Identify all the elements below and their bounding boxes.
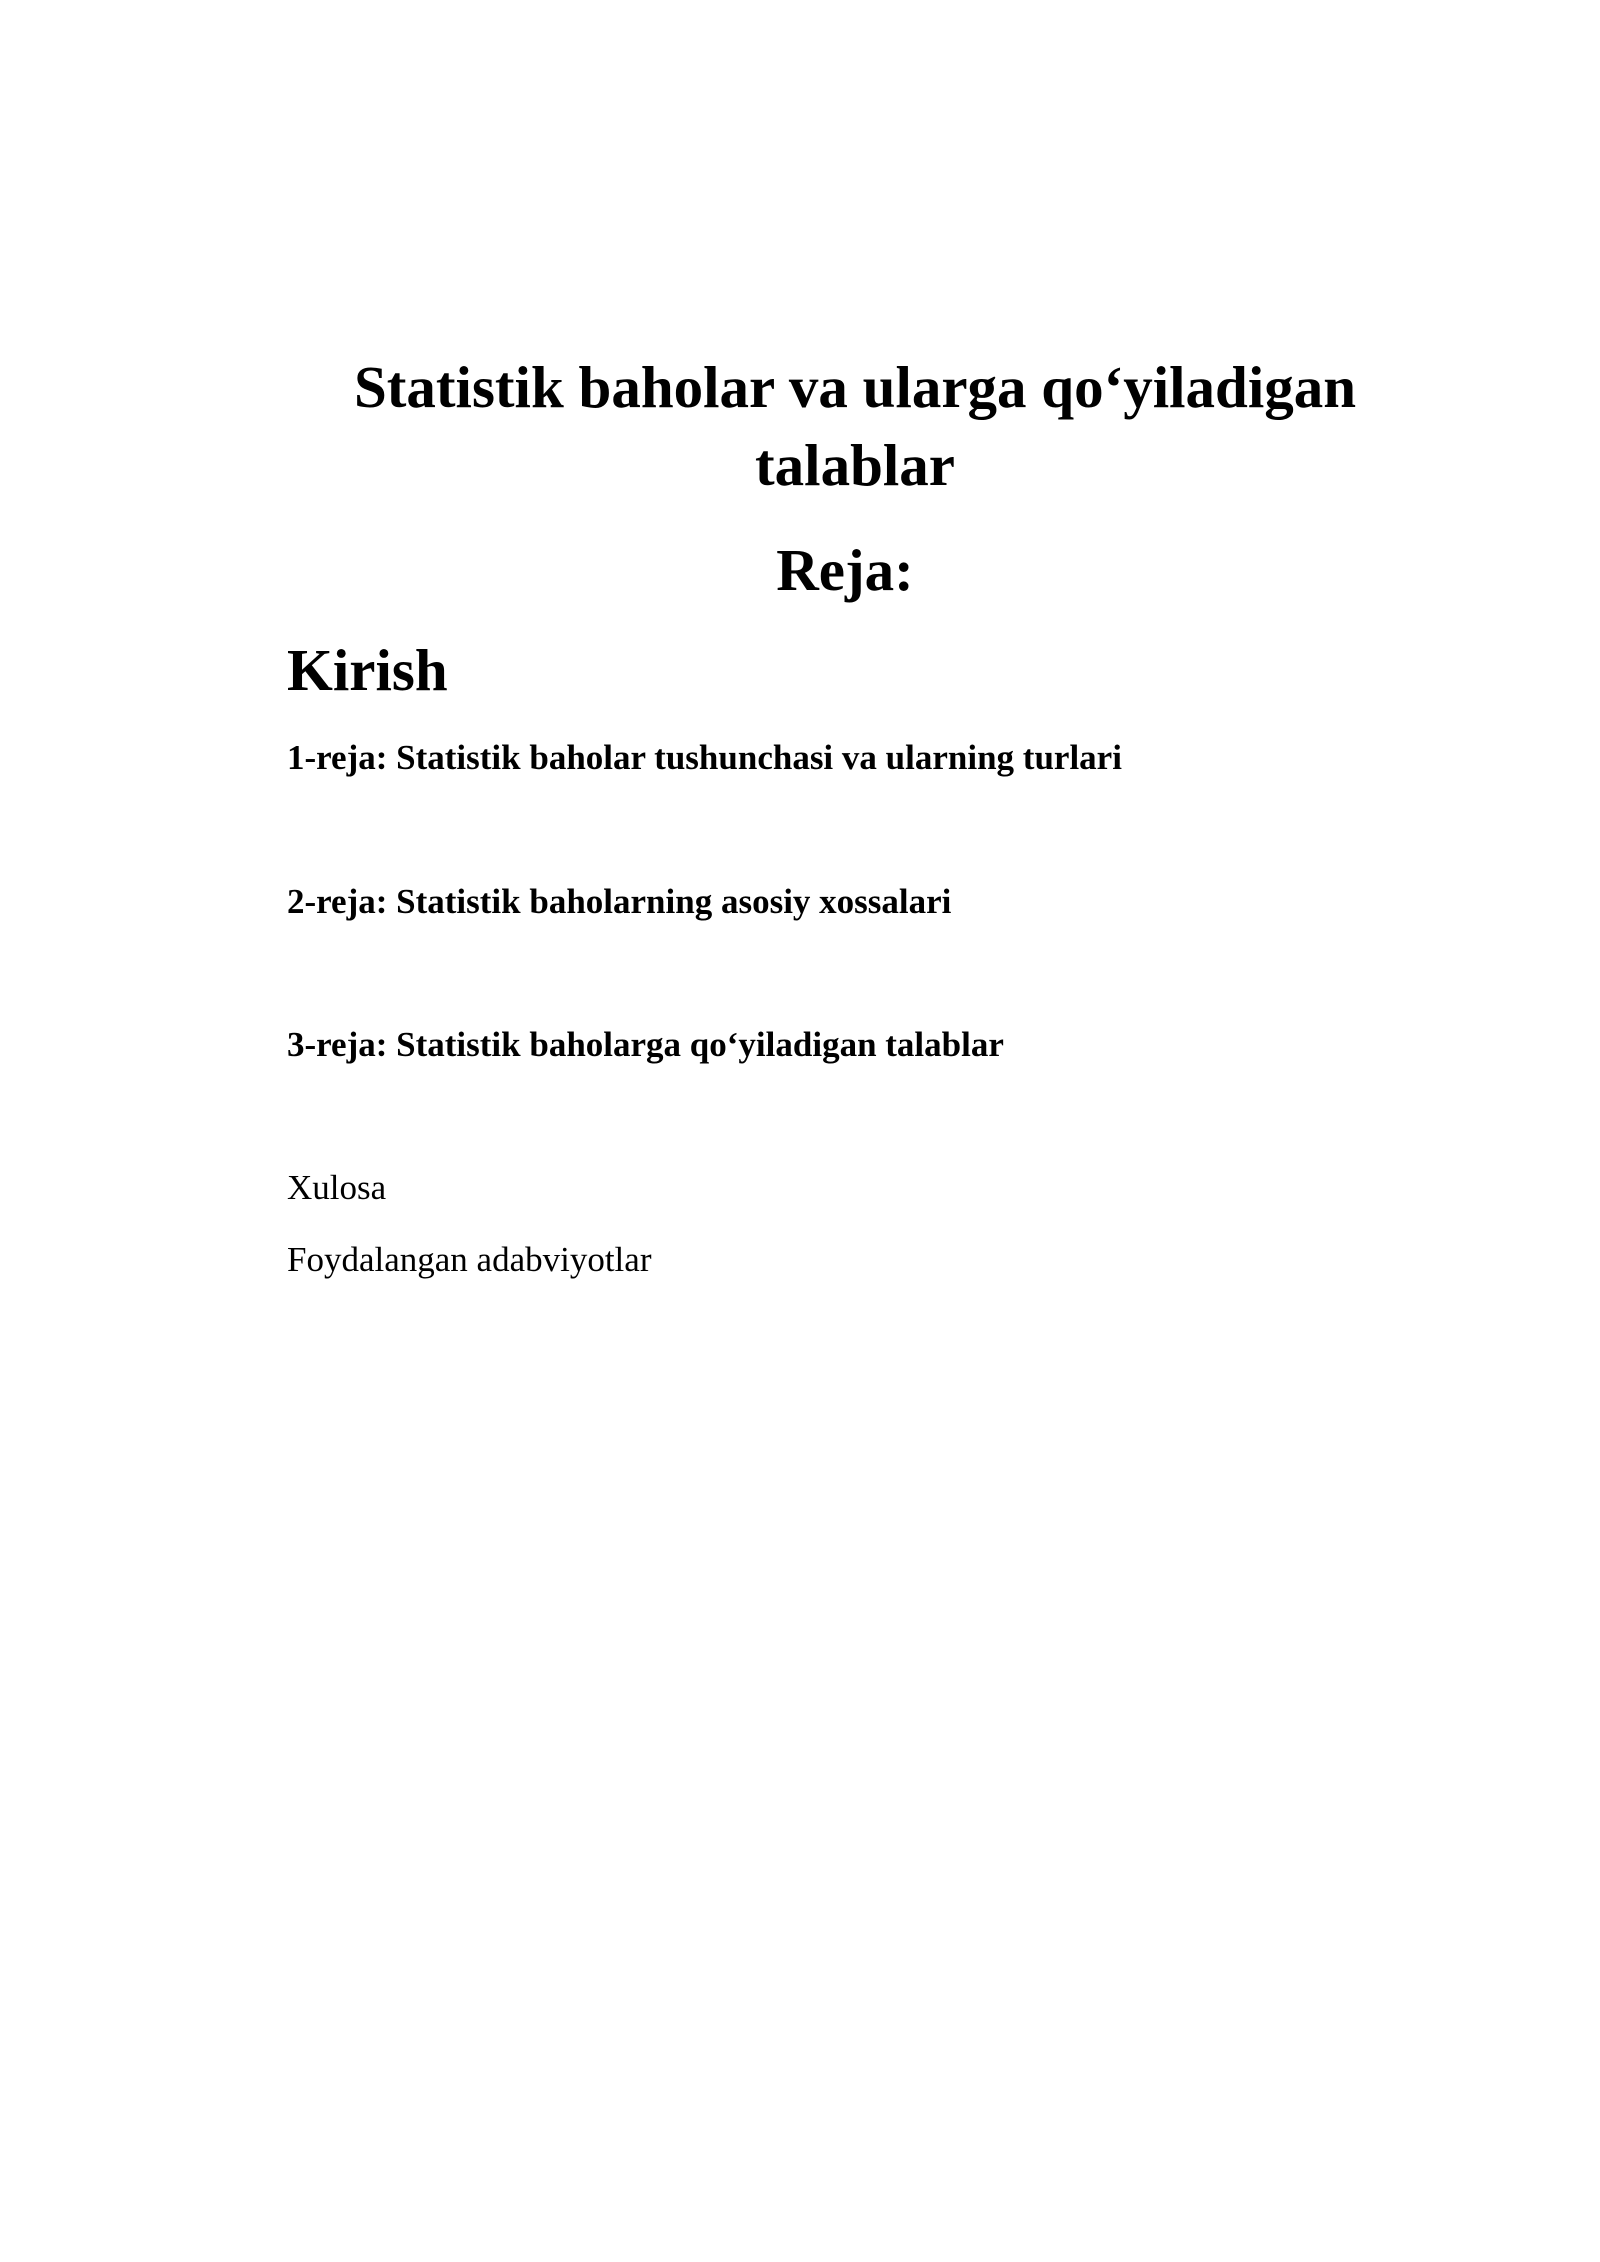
plan-item-3: 3-reja: Statistik baholarga qo‘yiladigan talablar — [287, 1025, 1004, 1064]
plan-heading: Reja: — [776, 537, 914, 603]
document-title: Statistik baholar va ularga qo‘yiladigan talablar — [353, 354, 1357, 498]
intro-heading: Kirish — [287, 637, 448, 703]
plan-item-2: 2-reja: Statistik baholarning asosiy xossalari — [287, 882, 952, 921]
references-item: Foydalangan adabviyotlar — [287, 1240, 652, 1279]
plan-item-1: 1-reja: Statistik baholar tushunchasi va ularning turlari — [287, 738, 1122, 777]
conclusion-item: Xulosa — [287, 1168, 387, 1207]
